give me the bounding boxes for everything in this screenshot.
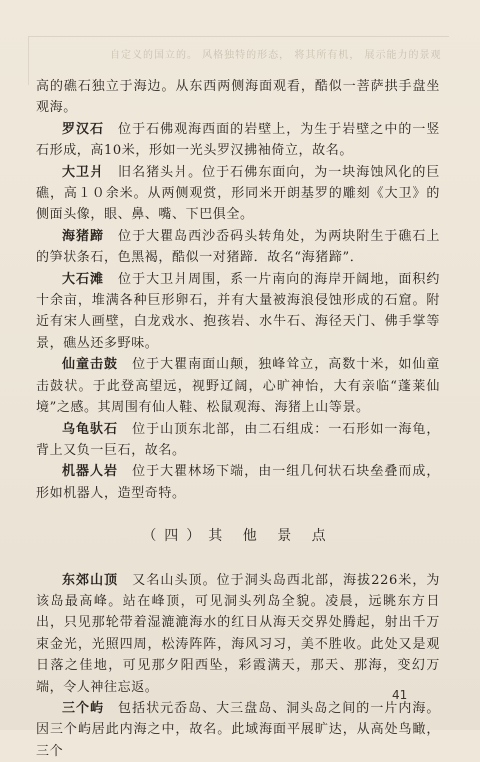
page-number: 41 — [392, 688, 408, 702]
entry-description: 包括状元岙岛、大三盘岛、洞头岛之间的一片内海。因三个屿居此内海之中，故名。此域海面平展旷达，从高处鸟瞰，三个 — [36, 700, 440, 759]
entry-description: 位于石佛观海西面的岩壁上，为生于岩壁之中的一竖石形成，高10米，形如一光头罗汉拂袖倚立，故名。 — [36, 121, 440, 159]
body-text — [36, 76, 440, 762]
scenic-entries-list — [36, 119, 440, 504]
scenic-entry — [36, 269, 440, 355]
entry-term: 机器人岩 — [62, 464, 119, 480]
entry-description: 位于大瞿岛西沙岙码头转角处，为两块附生于礁石上的笋状条石，色黑褐，酷似一对猪蹄．故名“海猪蹄”． — [36, 228, 440, 266]
entry-term: 乌龟驮石 — [62, 421, 119, 437]
scenic-entry — [36, 226, 440, 269]
entry-term: 三个屿 — [62, 700, 105, 716]
entry-term: 大石滩 — [62, 271, 105, 287]
entry-description: 旧名猪头爿。位于石佛东面向，为一块海蚀风化的巨礁，高１０余米。从两侧观赏，形同米开朗基罗的雕刻《大卫》的侧面头像，眼、鼻、嘴、下巴俱全。 — [36, 164, 440, 223]
entry-term: 大卫爿 — [62, 164, 105, 180]
entry-description: 位于大瞿林场下端，由一组几何状石块垒叠而成，形如机器人，造型奇特。 — [36, 464, 440, 501]
entry-term: 罗汉石 — [62, 121, 105, 137]
scenic-entry — [36, 354, 440, 418]
scenic-entry — [36, 419, 440, 462]
entry-description: 位于大卫爿周围，系一片南向的海岸开阔地，面积约十余亩，堆满各种巨形卵石，并有大量被海浪侵蚀形成的石窟。附近有宋人画壁，白龙戏水、抱孩岩、水牛石、海径天门、佛手掌等景，礁丛还多野味。 — [36, 271, 440, 351]
entry-description: 又名山头顶。位于洞头岛西北部，海拔226米，为该岛最高峰。站在峰顶，可见洞头列岛全貌。凌晨，远眺东方日出，只见那轮带着湿漉漉海水的红日从海天交界处腾起，射出千万束金光，光照四周，松涛阵阵，海风习习，美不胜收。此处又是观日落之佳地，可见那夕阳西坠，彩霞满天，那天、那海，变幻万端，令人神往忘返。 — [36, 572, 441, 695]
section-heading: （四）其 他 景 点 — [142, 528, 334, 545]
entry-term: 东郊山顶 — [62, 572, 119, 588]
scenic-entry — [36, 570, 440, 698]
scenic-entry — [36, 119, 440, 162]
entry-description: 位于大瞿南面山颠，独峰耸立，高数十米，如仙童击鼓状。于此登高望远，视野辽阔，心旷神怡，大有亲临“蓬莱仙境”之感。其周围有仙人鞋、松鼠观海、海猪上山等景。 — [36, 357, 440, 416]
entry-term: 海猪蹄 — [62, 228, 105, 244]
entry-description: 位于山顶东北部，由二石组成：一石形如一海龟，背上又负一巨石，故名。 — [36, 421, 440, 458]
entry-term: 仙童击鼓 — [62, 357, 119, 373]
bleed-through-text: 自定义的国立的。 风格独特的形态， 将其所有机， 展示能力的景观 — [110, 50, 442, 61]
intro-paragraph: 高的礁石独立于海边。从东西两侧海面观看，酷似一菩萨拱手盘坐观海。 — [36, 79, 440, 116]
scenic-entry — [36, 162, 440, 226]
scenic-entry — [36, 461, 440, 504]
other-scenic-entries-list — [36, 570, 440, 762]
